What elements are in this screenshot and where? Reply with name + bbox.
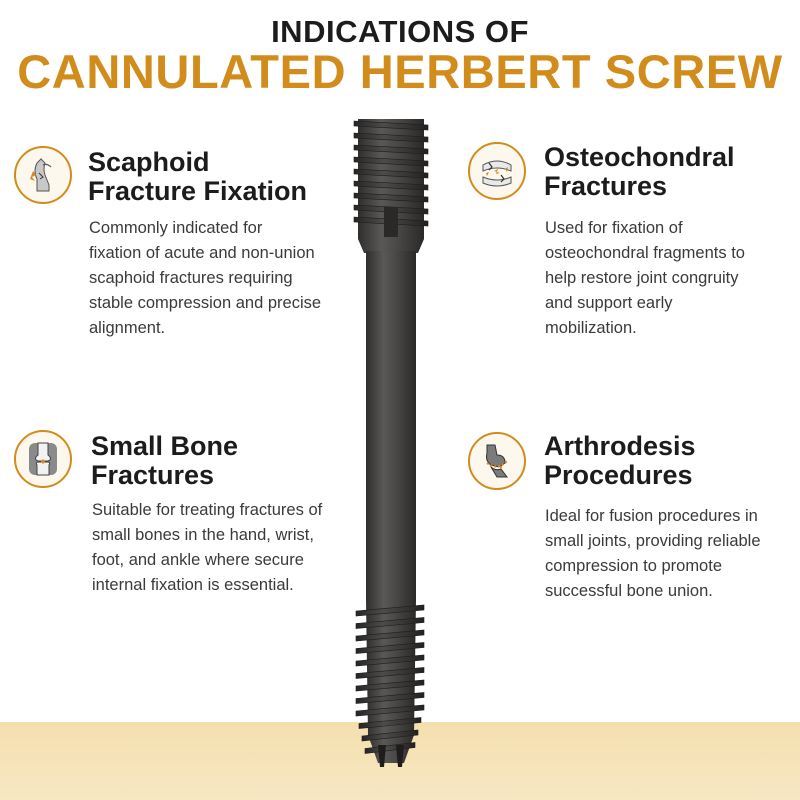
section-description: Ideal for fusion procedures in small joints, providing reliable compression to promote successful bone union. bbox=[545, 507, 761, 600]
section-title: Scaphoid Fracture Fixation bbox=[88, 147, 308, 206]
joint-fusion-icon bbox=[468, 432, 526, 490]
cartilage-crack-icon bbox=[468, 142, 526, 200]
header-line-1: INDICATIONS OF bbox=[271, 14, 529, 49]
knee-bone-icon bbox=[14, 430, 72, 488]
section-title: Osteochondral Fractures bbox=[544, 142, 735, 201]
herbert-screw-image bbox=[340, 115, 440, 780]
section-title: Small Bone Fractures bbox=[91, 431, 239, 490]
section-description: Suitable for treating fractures of small bones in the hand, wrist, foot, and ankle where secure internal fixation is essential. bbox=[92, 501, 323, 594]
section-description: Commonly indicated for fixation of acute and non-union scaphoid fractures requiring stable compression and precise alignment. bbox=[89, 219, 322, 337]
section-title: Arthrodesis Procedures bbox=[544, 431, 696, 490]
section-description: Used for fixation of osteochondral fragments to help restore joint congruity and support early mobilization. bbox=[545, 219, 745, 337]
wrist-fracture-icon bbox=[14, 146, 72, 204]
header-title: CANNULATED HERBERT SCREW bbox=[17, 45, 783, 98]
